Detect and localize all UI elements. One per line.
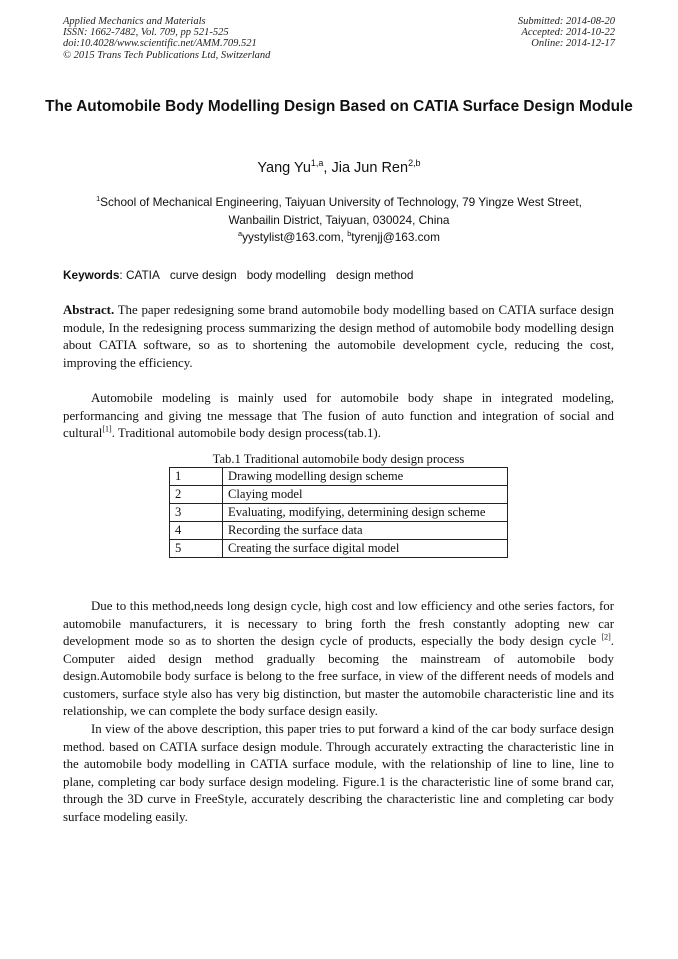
keyword: curve design xyxy=(169,268,237,282)
table-row xyxy=(170,540,508,558)
table-cell-number: 1 xyxy=(170,468,223,486)
affiliation-line: School of Mechanical Engineering, Taiyuan University of Technology, 79 Yingze West Street, xyxy=(100,195,582,209)
abstract xyxy=(63,302,614,372)
table-cell-step: Drawing modelling design scheme xyxy=(223,468,508,486)
table-row xyxy=(170,522,508,540)
body-paragraph: Automobile modeling is mainly used for automobile body shape in integrated modeling, performancing and giving tne message that The fusion of auto function and integration of social and cultural[1]. Traditional automobile body design process(tab.1). xyxy=(63,391,614,440)
author-name: Jia Jun Ren xyxy=(331,160,409,176)
citation: [2] xyxy=(601,632,611,642)
journal-header xyxy=(63,16,270,61)
journal-name: Applied Mechanics and Materials xyxy=(63,16,206,27)
table-cell-step: Recording the surface data xyxy=(223,522,508,540)
design-process-table xyxy=(169,467,508,558)
dates-header xyxy=(518,16,615,50)
author-affiliation-marker: 2,b xyxy=(408,158,421,169)
table-caption: Tab.1 Traditional automobile body design process xyxy=(212,452,465,466)
keyword: CATIA xyxy=(125,268,160,282)
table-cell-step: Claying model xyxy=(223,486,508,504)
journal-doi: doi:10.4028/www.scientific.net/AMM.709.521 xyxy=(63,38,257,50)
table-cell-step: Creating the surface digital model xyxy=(223,540,508,558)
keywords-label: Keywords xyxy=(63,268,120,282)
keyword: body modelling xyxy=(246,268,327,282)
table-cell-number: 2 xyxy=(170,486,223,504)
author-affiliation-marker: 1,a xyxy=(310,158,324,169)
submitted-date: Submitted: 2014-08-20 xyxy=(517,16,615,27)
author-name: Yang Yu xyxy=(257,160,311,176)
table-row xyxy=(170,468,508,486)
table-cell-number: 3 xyxy=(170,504,223,522)
journal-issn: ISSN: 1662-7482, Vol. 709, pp 521-525 xyxy=(63,27,229,39)
table-cell-number: 5 xyxy=(170,540,223,558)
keywords: Keywords: CATIA curve design body modelling design method xyxy=(63,268,414,282)
author-email: yystylist@163.com xyxy=(242,230,341,244)
affiliation xyxy=(64,194,614,247)
citation: [1] xyxy=(102,424,112,434)
abstract-label: Abstract. xyxy=(63,303,115,317)
paper-title: The Automobile Body Modelling Design Based on CATIA Surface Design Module xyxy=(45,98,633,115)
affiliation-marker: 1 xyxy=(96,194,101,204)
table-cell-number: 4 xyxy=(170,522,223,540)
author-list: Yang Yu$^{1,a}$, Jia Jun Ren$^{2,b}$ xyxy=(257,158,421,176)
abstract-text: The paper redesigning some brand automobile body modelling based on CATIA surface design module, In the redesigning process summarizing the design method of automobile body modelling design about CATIA software, so as to shortening the automobile development cycle, reducing the cost, improving the efficiency. xyxy=(63,303,614,370)
author-emails: $^a$yystylist@163.com, $^b$tyrenjj@163.com xyxy=(238,229,440,244)
keyword: design method xyxy=(336,268,414,282)
body-paragraph: Due to this method,needs long design cycle, high cost and low efficiency and othe series factors, for automobile manufacturers, it is necessary to bring forth the fresh constantly adopting new car development mode so as to shorten the design cycle of products, especially the body design cycle [2]. Computer aided design method gradually becoming the mainstream of automobile body design.Automobile body surface is belong to the free surface, in view of the different needs of models and customers, surface style also has very big distinction, but master the automobile characteristic line and its relationship, we can complete the body surface design easily. xyxy=(63,599,614,718)
author-email: tyrenjj@163.com xyxy=(351,230,440,244)
table-cell-step: Evaluating, modifying, determining design scheme xyxy=(223,504,508,522)
accepted-date: Accepted: 2014-10-22 xyxy=(521,27,615,39)
online-date: Online: 2014-12-17 xyxy=(531,38,615,50)
journal-copyright: © 2015 Trans Tech Publications Ltd, Switzerland xyxy=(63,49,271,61)
affiliation-line: Wanbailin District, Taiyuan, 030024, China xyxy=(228,212,450,227)
table-row xyxy=(170,504,508,522)
table-row xyxy=(170,486,508,504)
body-paragraph: In view of the above description, this paper tries to put forward a kind of the car body surface design method. based on CATIA surface design module. Through accurately extracting the characteristic line in the automobile body modelling in CATIA surface module, with the relationship of line to line, line to plane, completing car body surface design modeling. Figure.1 is the characteristic line of some brand car, through the 3D curve in FreeStyle, accurately describing the characteristic line and completing car body surface modeling easily. xyxy=(63,722,614,824)
